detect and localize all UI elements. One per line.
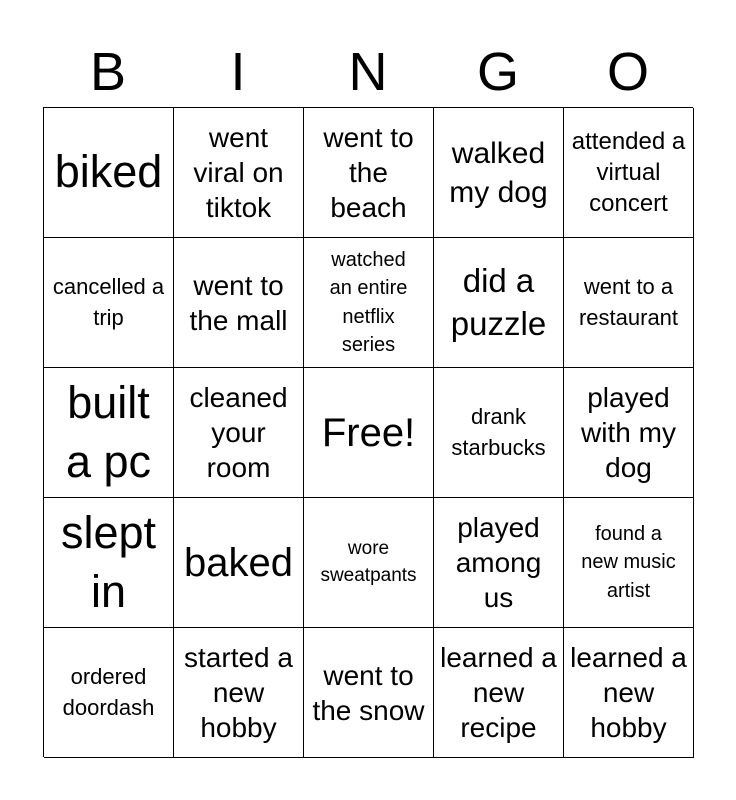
cell-label: went to the snow — [312, 659, 425, 726]
cell-label: watched an entire netflix series — [329, 248, 408, 356]
cell-label: built a pc — [65, 377, 152, 487]
cell-label: baked — [184, 540, 293, 585]
bingo-cell[interactable] — [434, 238, 564, 368]
cell-label: cancelled a trip — [52, 273, 165, 330]
header-letter-i: I — [230, 42, 246, 102]
bingo-cell[interactable] — [174, 238, 304, 368]
header-letter-n: N — [348, 42, 388, 102]
bingo-cell[interactable] — [174, 498, 304, 628]
bingo-cell[interactable] — [174, 108, 304, 238]
cell-label: learned a new recipe — [440, 642, 557, 743]
cell-label: slept in — [60, 507, 157, 617]
bingo-cell[interactable] — [44, 368, 174, 498]
bingo-cell[interactable] — [564, 368, 694, 498]
bingo-cell[interactable] — [174, 628, 304, 758]
bingo-board — [43, 107, 693, 757]
free-space-label: Free! — [321, 410, 416, 455]
cell-label: went viral on tiktok — [193, 122, 284, 223]
bingo-cell[interactable] — [44, 498, 174, 628]
cell-label: drank starbucks — [451, 403, 546, 460]
bingo-cell[interactable] — [304, 238, 434, 368]
bingo-cell[interactable] — [434, 368, 564, 498]
header-letter-o: O — [606, 42, 649, 102]
free-space[interactable] — [304, 368, 434, 498]
cell-label: cleaned your room — [189, 382, 288, 483]
bingo-cell[interactable] — [564, 238, 694, 368]
bingo-cell[interactable] — [434, 108, 564, 238]
bingo-cell[interactable] — [44, 238, 174, 368]
bingo-header — [43, 38, 693, 106]
bingo-cell[interactable] — [564, 108, 694, 238]
bingo-cell[interactable] — [44, 628, 174, 758]
bingo-cell[interactable] — [564, 498, 694, 628]
bingo-cell[interactable] — [564, 628, 694, 758]
cell-label: ordered doordash — [62, 663, 155, 720]
cell-label: started a new hobby — [184, 642, 293, 743]
bingo-cell[interactable] — [304, 628, 434, 758]
cell-label: learned a new hobby — [570, 642, 687, 743]
bingo-cell[interactable] — [44, 108, 174, 238]
cell-label: played among us — [455, 512, 542, 613]
cell-label: attended a virtual concert — [571, 127, 686, 218]
cell-label: went to a restaurant — [578, 273, 679, 330]
cell-label: wore sweatpants — [320, 537, 417, 586]
bingo-cell[interactable] — [174, 368, 304, 498]
cell-label: went to the mall — [189, 269, 288, 336]
bingo-cell[interactable] — [434, 498, 564, 628]
header-letter-g: G — [476, 42, 519, 102]
bingo-cell[interactable] — [304, 108, 434, 238]
cell-label: played with my dog — [581, 382, 676, 483]
cell-label: did a puzzle — [450, 261, 547, 342]
bingo-cell[interactable] — [434, 628, 564, 758]
header-letter-b: B — [89, 42, 127, 102]
cell-label: went to the beach — [323, 122, 414, 223]
cell-label: walked my dog — [449, 136, 548, 209]
cell-label: biked — [54, 146, 163, 198]
cell-label: found a new music artist — [581, 522, 676, 602]
bingo-cell[interactable] — [304, 498, 434, 628]
